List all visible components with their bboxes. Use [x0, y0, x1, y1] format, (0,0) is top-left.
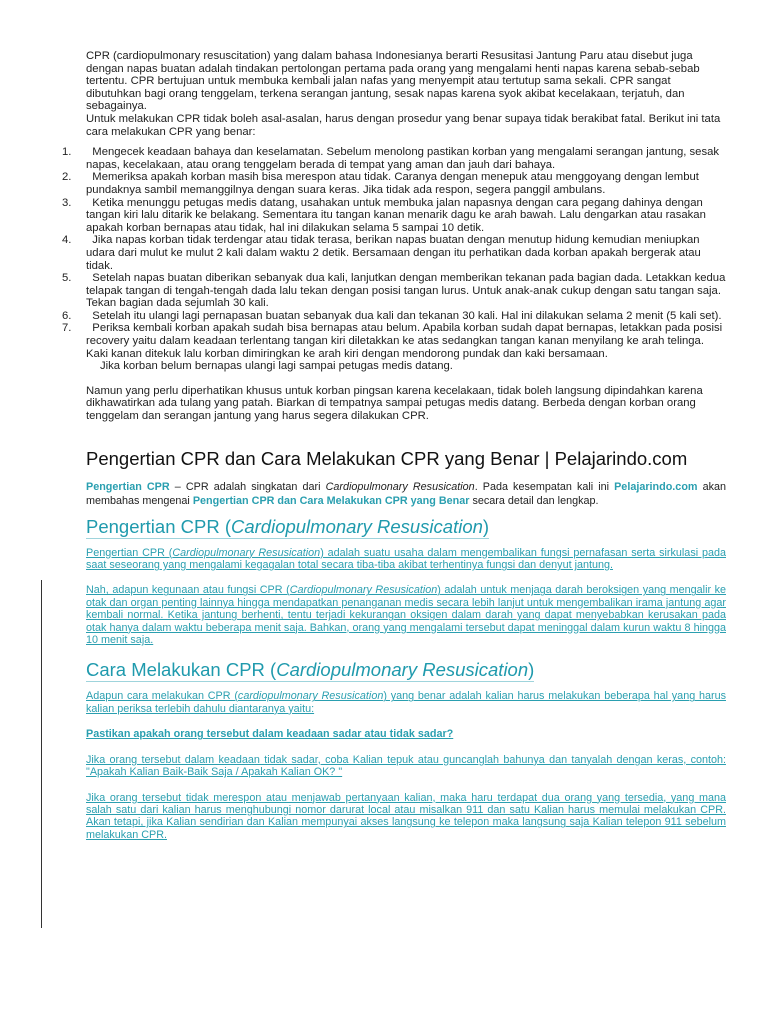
list-item: 7. Periksa kembali korban apakah sudah bisa bernapas atau belum. Apabila korban sudah dapat bernapas, letakkan pada posisi recovery yaitu dalam keadaan terlentang tangan kiri diletakkan ke atas sedangkan tangan kanan menyilang ke arah telinga. Kaki kanan ditekuk lalu korban dimiringkan ke arah kiri dengan mendorong pundak dan kaki bersamaan. — [62, 322, 723, 360]
document-page — [62, 50, 727, 854]
procedure-paragraph[interactable]: Adapun cara melakukan CPR (cardiopulmonary Resusication) yang benar adalah kalian harus melakukan beberapa hal yang harus kalian periksa terlebih dahulu diantaranya yaitu: — [86, 690, 726, 715]
no-response-paragraph[interactable]: Jika orang tersebut tidak merespon atau menjawab pertanyaan kalian, maka haru terdapat dua orang yang tersedia, yang mana salah satu dari kalian harus menghubungi nomor darurat local atau misalkan 911 dan satu Kalian harus memulai melakukan CPR. Akan tetapi, jika Kalian sendirian dan Kalian mempunyai akses langsung ke telepon maka langsung saja Kalian telepon 911 sebelum melakukan CPR. — [86, 791, 726, 841]
list-item: 2. Memeriksa apakah korban masih bisa merespon atau tidak. Caranya dengan menepuk atau menggoyang dengan lembut pundaknya sambil memanggilnya dengan suara keras. Jika tidak ada respon, segera panggil ambulans. — [62, 171, 699, 196]
list-item: 6. Setelah itu ulangi lagi pernapasan buatan sebanyak dua kali dan tekanan 30 kali. Hal ini dilakukan selama 2 menit (5 kali set). — [62, 309, 722, 322]
article-intro: Pengertian CPR – CPR adalah singkatan dari Cardiopulmonary Resusication. Pada kesempatan kali ini Pelajarindo.com akan membahas mengenai Pengertian CPR dan Cara Melakukan CPR yang Benar secara detail dan lengkap. — [86, 480, 727, 507]
after-list-note: Jika korban belum bernapas ulangi lagi sampai petugas medis datang. — [100, 360, 453, 373]
margin-line — [41, 580, 42, 928]
function-paragraph[interactable]: Nah, adapun kegunaan atau fungsi CPR (Cardiopulmonary Resusication) adalah untuk menjaga darah beroksigen yang mengalir ke otak dan organ penting lainnya hingga mendapatkan penanganan medis secara lebih lanjut untuk mengembalikan irama jantung agar kembali normal. Ketika jantung berhenti, tentu terjadi kekurangan oksigen dalam darah yang dapat menyebabkan kerusakan pada otak hanya dalam waktu beberapa menit saja. Bahkan, orang yang mengalami tersebut dapat meninggal dalam kurun waktu 8 hingga 10 menit saja. — [86, 584, 727, 647]
steps-list — [62, 146, 726, 360]
intro-paragraph: CPR (cardiopulmonary resuscitation) yang dalam bahasa Indonesianya berarti Resusitasi Jantung Paru atau disebut juga dengan napas buatan adalah tindakan pertolongan pertama pada orang yang mengalami henti napas karena sebab-sebab tertentu. CPR bertujuan untuk membuka kembali jalan nafas yang menyempit atau tertutup sama sekali. CPR sangat dibutuhkan bagi orang tenggelam, terkena serangan jantung, sesak napas karena syok akibat kecelakaan, terjatuh, dan sebagainya. — [86, 50, 700, 113]
section-heading-procedure[interactable]: Cara Melakukan CPR (Cardiopulmonary Resusication) — [86, 659, 535, 681]
closing-paragraph: Namun yang perlu diperhatikan khusus untuk korban pingsan karena kecelakaan, tidak boleh langsung dipindahkan karena dikhawatirkan ada tulang yang patah. Biarkan di tempatnya sampai petugas medis datang. Berbeda dengan korban orang tenggelam dan serangan jantung yang harus segera dilakukan CPR. — [86, 384, 703, 423]
definition-paragraph[interactable]: Pengertian CPR (Cardiopulmonary Resusication) adalah suatu usaha dalam mengembalikan fungsi pernafasan serta sirkulasi pada saat seseorang yang mengalami kegagalan total secara tiba-tiba akibat terhentinya fungsi dan denyut jantung. — [86, 546, 726, 572]
conscious-check-question[interactable]: Pastikan apakah orang tersebut dalam keadaan sadar atau tidak sadar? — [86, 728, 454, 741]
unconscious-paragraph[interactable]: Jika orang tersebut dalam keadaan tidak sadar, coba Kalian tepuk atau guncanglah bahunya dan tanyalah dengan keras, contoh: "Apakah Kalian Baik-Baik Saja / Apakah Kalian OK? " — [86, 753, 726, 779]
section-heading-definition[interactable]: Pengertian CPR (Cardiopulmonary Resusication) — [86, 515, 490, 537]
procedure-intro: Untuk melakukan CPR tidak boleh asal-asalan, harus dengan prosedur yang benar supaya tidak berakibat fatal. Berikut ini tata cara melakukan CPR yang benar: — [86, 112, 721, 138]
list-item: 4. Jika napas korban tidak terdengar atau tidak terasa, berikan napas buatan dengan menutup hidung kemudian meniupkan udara dari mulut ke mulut 2 kali dalam waktu 2 detik. Bersamaan dengan itu perhatikan dada korban apakah bergerak atau tidak. — [62, 234, 701, 272]
list-item: 1. Mengecek keadaan bahaya dan keselamatan. Sebelum menolong pastikan korban yang mengalami serangan jantung, sesak napas, kecelakaan, atau orang tenggelam berada di tempat yang aman dan jauh dari bahaya. — [62, 146, 720, 171]
list-item: 5. Setelah napas buatan diberikan sebanyak dua kali, lanjutkan dengan memberikan tekanan pada bagian dada. Letakkan kedua telapak tangan di tengah-tengah dada lalu tekan dengan posisi tangan lurus. Untuk anak-anak cukup dengan satu tangan saja. Tekan bagian dada sejumlah 30 kali. — [62, 272, 726, 310]
article-title: Pengertian CPR dan Cara Melakukan CPR yang Benar | Pelajarindo.com — [86, 447, 688, 469]
list-item: 3. Ketika menunggu petugas medis datang, usahakan untuk membuka jalan napasnya dengan cara pegang dahinya dengan tangan kiri lalu ditarik ke belakang. Sementara itu tangan kanan menarik dagu ke arah bawah. Lalu dengarkan atau rasakan apakah korban bernapas atau tidak, hal ini dilakukan selama 5 sampai 10 detik. — [62, 196, 706, 234]
